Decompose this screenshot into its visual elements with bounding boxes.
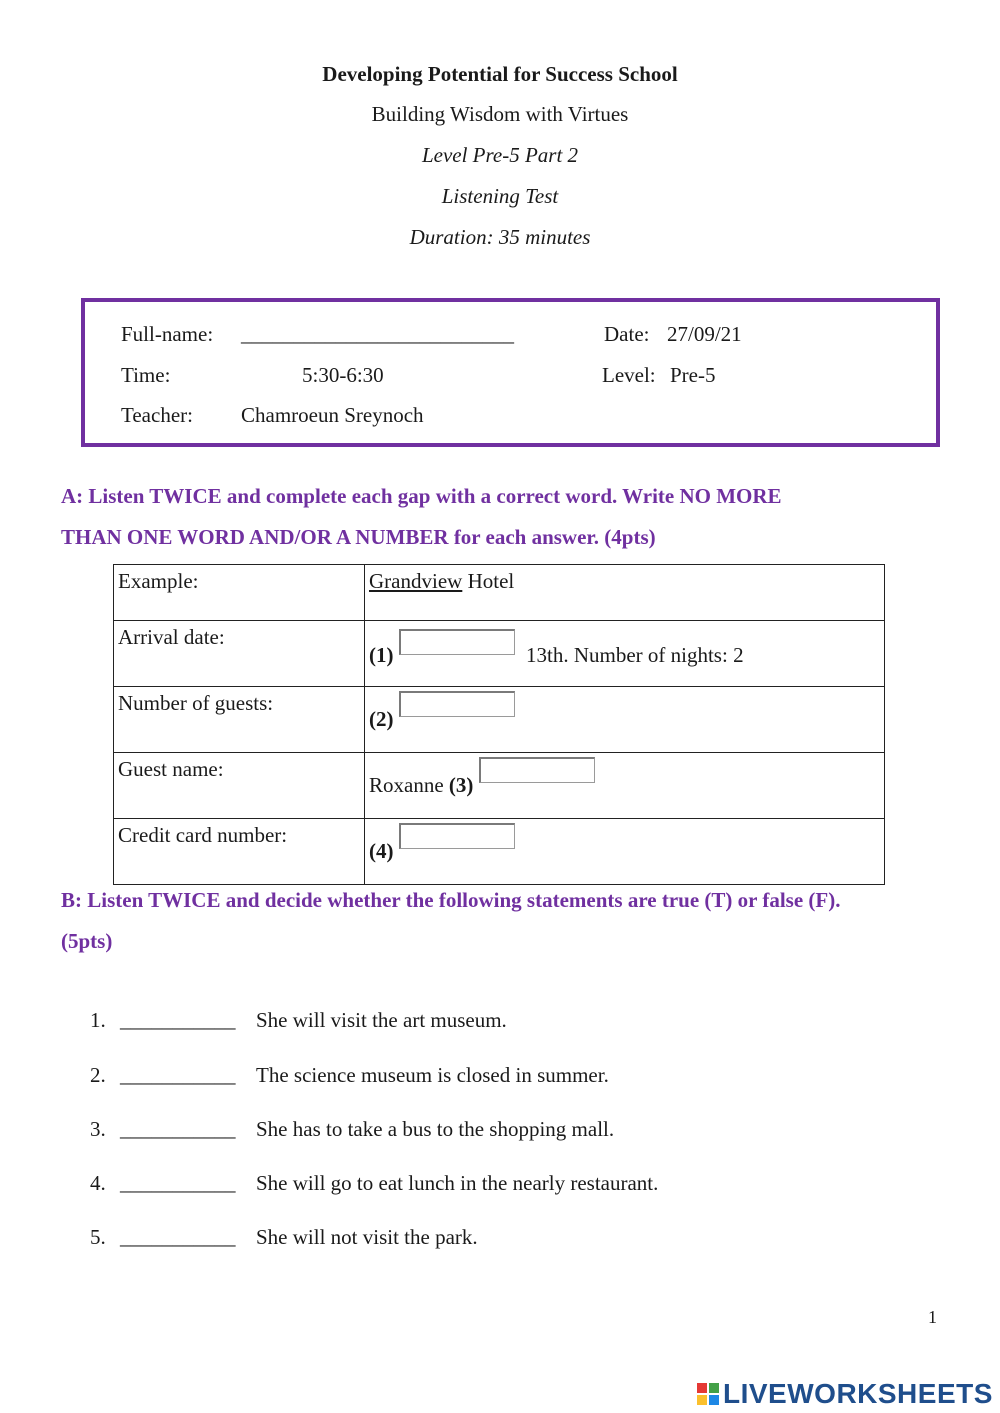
gap-number: (1) (369, 643, 394, 667)
level-value: Pre-5 (670, 363, 716, 387)
gap-cell-4 (365, 819, 885, 885)
answer-blank[interactable]: ___________ (120, 1063, 236, 1087)
section-b-instruction-line2: (5pts) (61, 929, 113, 953)
logo-square (697, 1383, 707, 1393)
logo-square (709, 1395, 719, 1405)
row-label: Guest name: (114, 753, 365, 819)
fullname-label: Full-name: (121, 322, 214, 346)
level-label: Level: (602, 363, 656, 387)
table-row (114, 565, 885, 621)
school-motto: Building Wisdom with Virtues (371, 102, 629, 126)
row-label: Arrival date: (114, 621, 365, 687)
logo-square (697, 1395, 707, 1405)
example-answer (365, 565, 885, 621)
table-row (114, 621, 885, 687)
example-rest: Hotel (462, 569, 515, 593)
date-value: 27/09/21 (667, 322, 742, 346)
row-label: Credit card number: (114, 819, 365, 885)
section-b-instruction-line1: B: Listen TWICE and decide whether the following statements are true (T) or false (F). (61, 888, 841, 912)
item-number: 5. (90, 1225, 106, 1249)
gap-number: (4) (369, 839, 394, 863)
gap-prefix: Roxanne (369, 773, 449, 797)
answer-box-3[interactable] (479, 757, 595, 783)
answer-box-2[interactable] (399, 691, 515, 717)
row-label: Number of guests: (114, 687, 365, 753)
answer-blank[interactable]: ___________ (120, 1171, 236, 1195)
table-row (114, 687, 885, 753)
example-underlined: Grandview (369, 569, 463, 593)
statement-text: She will visit the art museum. (256, 1008, 507, 1032)
gap-fill-table (113, 564, 885, 885)
row-label: Example: (114, 565, 365, 621)
logo-text: LIVEWORKSHEETS (723, 1378, 993, 1409)
statement-text: She has to take a bus to the shopping mall. (256, 1117, 615, 1141)
section-a-instruction-line2: THAN ONE WORD AND/OR A NUMBER for each answer. (4pts) (61, 525, 656, 549)
gap-number: (2) (369, 707, 394, 731)
answer-blank[interactable]: ___________ (120, 1008, 236, 1032)
section-a-instruction-line1: A: Listen TWICE and complete each gap with a correct word. Write NO MORE (61, 484, 782, 508)
item-number: 4. (90, 1171, 106, 1195)
item-number: 3. (90, 1117, 106, 1141)
item-number: 2. (90, 1063, 106, 1087)
answer-blank[interactable]: ___________ (120, 1225, 236, 1249)
table-row (114, 753, 885, 819)
liveworksheets-logo[interactable] (697, 1378, 993, 1410)
logo-square (709, 1383, 719, 1393)
table-row (114, 819, 885, 885)
answer-box-1[interactable] (399, 629, 515, 655)
gap-cell-2 (365, 687, 885, 753)
statement-text: The science museum is closed in summer. (256, 1063, 609, 1087)
student-info-box (81, 298, 940, 447)
statement-text: She will not visit the park. (256, 1225, 478, 1249)
answer-blank[interactable]: ___________ (120, 1117, 236, 1141)
teacher-label: Teacher: (121, 403, 193, 427)
statement-text: She will go to eat lunch in the nearly restaurant. (256, 1171, 659, 1195)
gap-cell-3 (365, 753, 885, 819)
logo-blocks-icon (697, 1383, 719, 1405)
gap-after-text: 13th. Number of nights: 2 (526, 643, 744, 667)
time-value: 5:30-6:30 (302, 363, 384, 387)
test-level: Level Pre-5 Part 2 (421, 143, 579, 167)
answer-box-4[interactable] (399, 823, 515, 849)
date-label: Date: (604, 322, 650, 346)
gap-cell-1 (365, 621, 885, 687)
test-duration: Duration: 35 minutes (409, 225, 591, 249)
teacher-value: Chamroeun Sreynoch (241, 403, 424, 427)
test-title: Listening Test (441, 184, 559, 208)
item-number: 1. (90, 1008, 106, 1032)
time-label: Time: (121, 363, 171, 387)
page-number: 1 (928, 1307, 937, 1327)
school-name: Developing Potential for Success School (322, 62, 678, 86)
fullname-blank[interactable]: __________________________ (241, 322, 514, 346)
gap-number: (3) (448, 773, 474, 797)
